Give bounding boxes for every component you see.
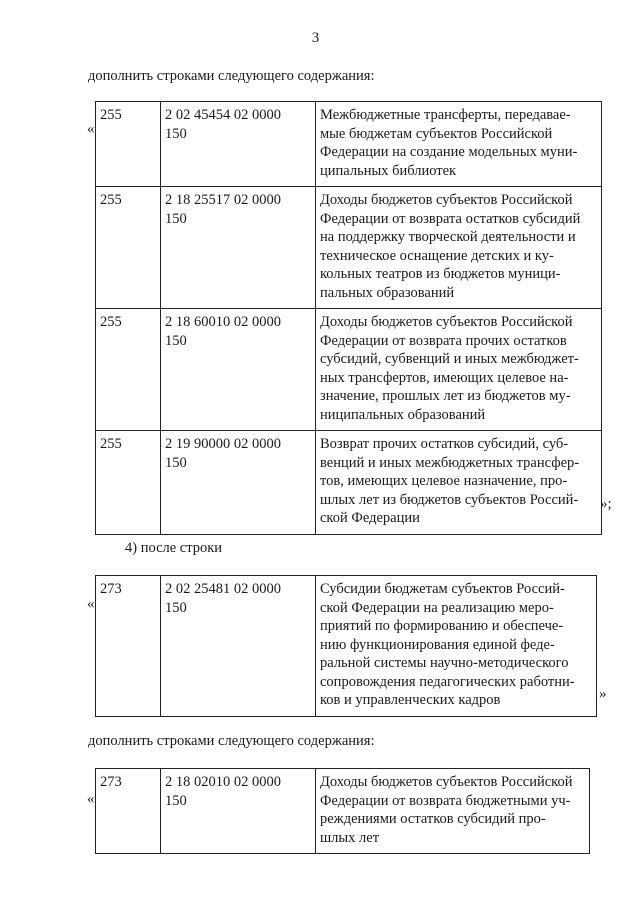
table-row	[96, 576, 597, 717]
kbk-code-cell: 2 19 90000 02 0000 150	[161, 431, 316, 535]
table-row	[96, 187, 602, 309]
line-code-cell: 255	[96, 102, 161, 187]
line-code-cell: 255	[96, 309, 161, 431]
line-code-cell: 273	[96, 769, 161, 854]
page-number: 3	[311, 30, 320, 46]
line-code-cell: 255	[96, 187, 161, 309]
item-4-text: 4) после строки	[125, 540, 223, 556]
open-quote-3: «	[87, 791, 95, 807]
codes-table-3	[95, 768, 590, 854]
codes-table-2	[95, 575, 597, 717]
intro-text-2: дополнить строками следующего содержания:	[88, 733, 375, 749]
description-cell: Доходы бюджетов субъектов Российской Федерации от возврата прочих остатков субсидий, субвенций и иных межбюджет- ных трансфертов, имеющих целевое на- значение, прошлых лет из бюджетов му- ниципальных образований	[316, 309, 602, 431]
description-cell: Доходы бюджетов субъектов Российской Федерации от возврата остатков субсидий на поддержку творческой деятельности и техническое оснащение детских и ку- кольных театров из бюджетов муници- пальных образований	[316, 187, 602, 309]
open-quote-1: «	[87, 121, 95, 137]
table-row	[96, 431, 602, 535]
close-quote-1: »;	[600, 496, 612, 512]
table-row	[96, 769, 590, 854]
description-cell: Межбюджетные трансферты, передавае- мые бюджетам субъектов Российской Федерации на создание модельных муни- ципальных библиотек	[316, 102, 602, 187]
kbk-code-cell: 2 18 60010 02 0000 150	[161, 309, 316, 431]
kbk-code-cell: 2 18 25517 02 0000 150	[161, 187, 316, 309]
kbk-code-cell: 2 02 25481 02 0000 150	[161, 576, 316, 717]
kbk-code-cell: 2 18 02010 02 0000 150	[161, 769, 316, 854]
table-row	[96, 309, 602, 431]
description-cell: Субсидии бюджетам субъектов Россий- ской Федерации на реализацию меро- приятий по формированию и обеспече- нию функционирования единой феде- ральной системы научно-методического сопровождения педагогических работни- ков и управленческих кадров	[316, 576, 597, 717]
kbk-code-cell: 2 02 45454 02 0000 150	[161, 102, 316, 187]
table-row	[96, 102, 602, 187]
line-code-cell: 273	[96, 576, 161, 717]
open-quote-2: «	[87, 596, 95, 612]
line-code-cell: 255	[96, 431, 161, 535]
description-cell: Возврат прочих остатков субсидий, суб- венций и иных межбюджетных трансфер- тов, имеющих целевое назначение, про- шлых лет из бюджетов субъектов Россий- ской Федерации	[316, 431, 602, 535]
codes-table-1	[95, 101, 602, 535]
close-quote-2: »	[599, 686, 607, 702]
description-cell: Доходы бюджетов субъектов Российской Федерации от возврата бюджетными уч- реждениями остатков субсидий про- шлых лет	[316, 769, 590, 854]
intro-text-1: дополнить строками следующего содержания:	[88, 68, 375, 84]
